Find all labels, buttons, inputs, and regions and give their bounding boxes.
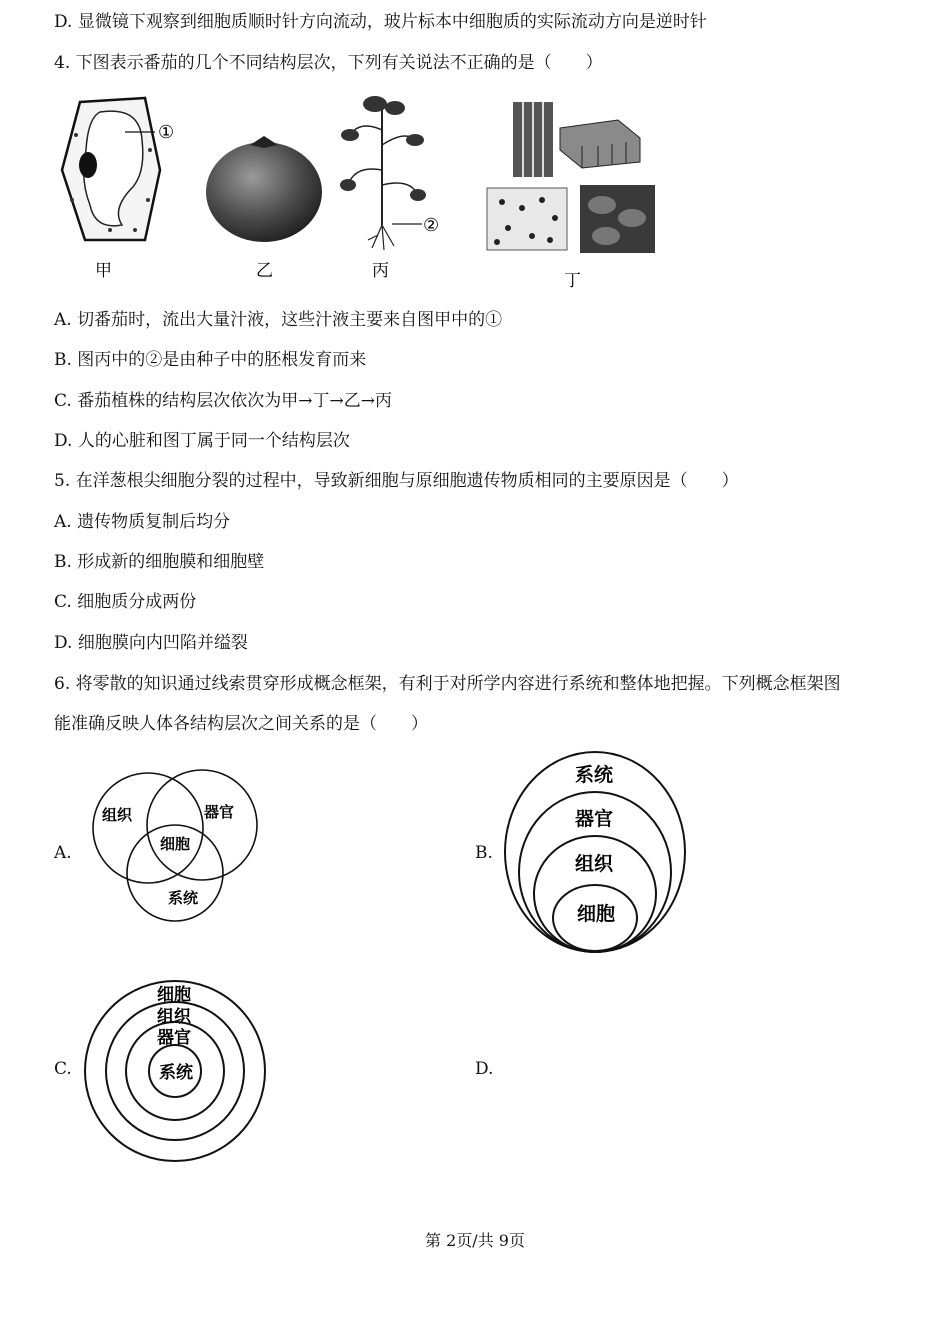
a-zuzhi: 组织 <box>102 806 133 824</box>
a-xitong: 系统 <box>168 889 199 907</box>
b-qiguan: 器官 <box>575 808 614 830</box>
q5-option-b[interactable]: B. 形成新的细胞膜和细胞壁 <box>54 552 265 572</box>
nested-ellipses-b[interactable] <box>500 748 692 958</box>
q6-option-c-label[interactable]: C. <box>54 1059 72 1079</box>
label-ding: 丁 <box>564 271 581 290</box>
tissue-images <box>487 102 655 253</box>
b-zuzhi: 组织 <box>575 853 614 875</box>
c-zuzhi: 组织 <box>157 1007 191 1027</box>
c-xibao: 细胞 <box>157 985 191 1005</box>
a-xibao: 细胞 <box>160 835 191 853</box>
label-yi: 乙 <box>256 261 273 281</box>
q4-option-b[interactable]: B. 图丙中的②是由种子中的胚根发育而来 <box>54 350 367 370</box>
q4-option-d[interactable]: D. 人的心脏和图丁属于同一个结构层次 <box>54 431 350 451</box>
question-6-line2: 能准确反映人体各结构层次之间关系的是（ ） <box>54 714 428 734</box>
question-5: 5. 在洋葱根尖细胞分裂的过程中，导致新细胞与原细胞遗传物质相同的主要原因是（ ） <box>54 471 739 491</box>
tomato-plant-image <box>340 96 426 250</box>
marker-2: ② <box>423 215 440 236</box>
b-xitong: 系统 <box>575 764 614 786</box>
b-xibao: 细胞 <box>577 903 616 925</box>
tomato-structure-figure <box>50 90 670 290</box>
question-4: 4. 下图表示番茄的几个不同结构层次，下列有关说法不正确的是（ ） <box>54 53 603 73</box>
q3-option-d: D. 显微镜下观察到细胞质顺时针方向流动，玻片标本中细胞质的实际流动方向是逆时针 <box>54 12 707 32</box>
c-qiguan: 器官 <box>157 1028 191 1048</box>
c-xitong: 系统 <box>159 1063 193 1083</box>
q6-option-d-label[interactable]: D. <box>475 1059 494 1079</box>
a-qiguan: 器官 <box>204 803 235 821</box>
q5-option-d[interactable]: D. 细胞膜向内凹陷并缢裂 <box>54 633 248 653</box>
q6-option-a-label[interactable]: A. <box>54 843 72 863</box>
plant-cell-diagram <box>62 98 160 240</box>
q4-option-c[interactable]: C. 番茄植株的结构层次依次为甲→丁→乙→丙 <box>54 391 392 411</box>
tomato-fruit-image <box>206 136 322 242</box>
page-footer: 第 2页/共 9页 <box>425 1231 525 1250</box>
marker-1: ① <box>158 122 175 143</box>
q5-option-a[interactable]: A. 遗传物质复制后均分 <box>54 512 231 532</box>
label-jia: 甲 <box>95 261 112 281</box>
q6-option-b-label[interactable]: B. <box>475 843 493 863</box>
venn-diagram-a[interactable] <box>80 765 270 935</box>
q5-option-c[interactable]: C. 细胞质分成两份 <box>54 592 197 612</box>
concentric-circles-c[interactable] <box>80 980 270 1165</box>
q4-option-a[interactable]: A. 切番茄时，流出大量汁液，这些汁液主要来自图甲中的① <box>54 310 503 330</box>
question-6-line1: 6. 将零散的知识通过线索贯穿形成概念框架，有利于对所学内容进行系统和整体地把握。下列概念框架图 <box>54 674 841 694</box>
label-bing: 丙 <box>372 261 389 281</box>
